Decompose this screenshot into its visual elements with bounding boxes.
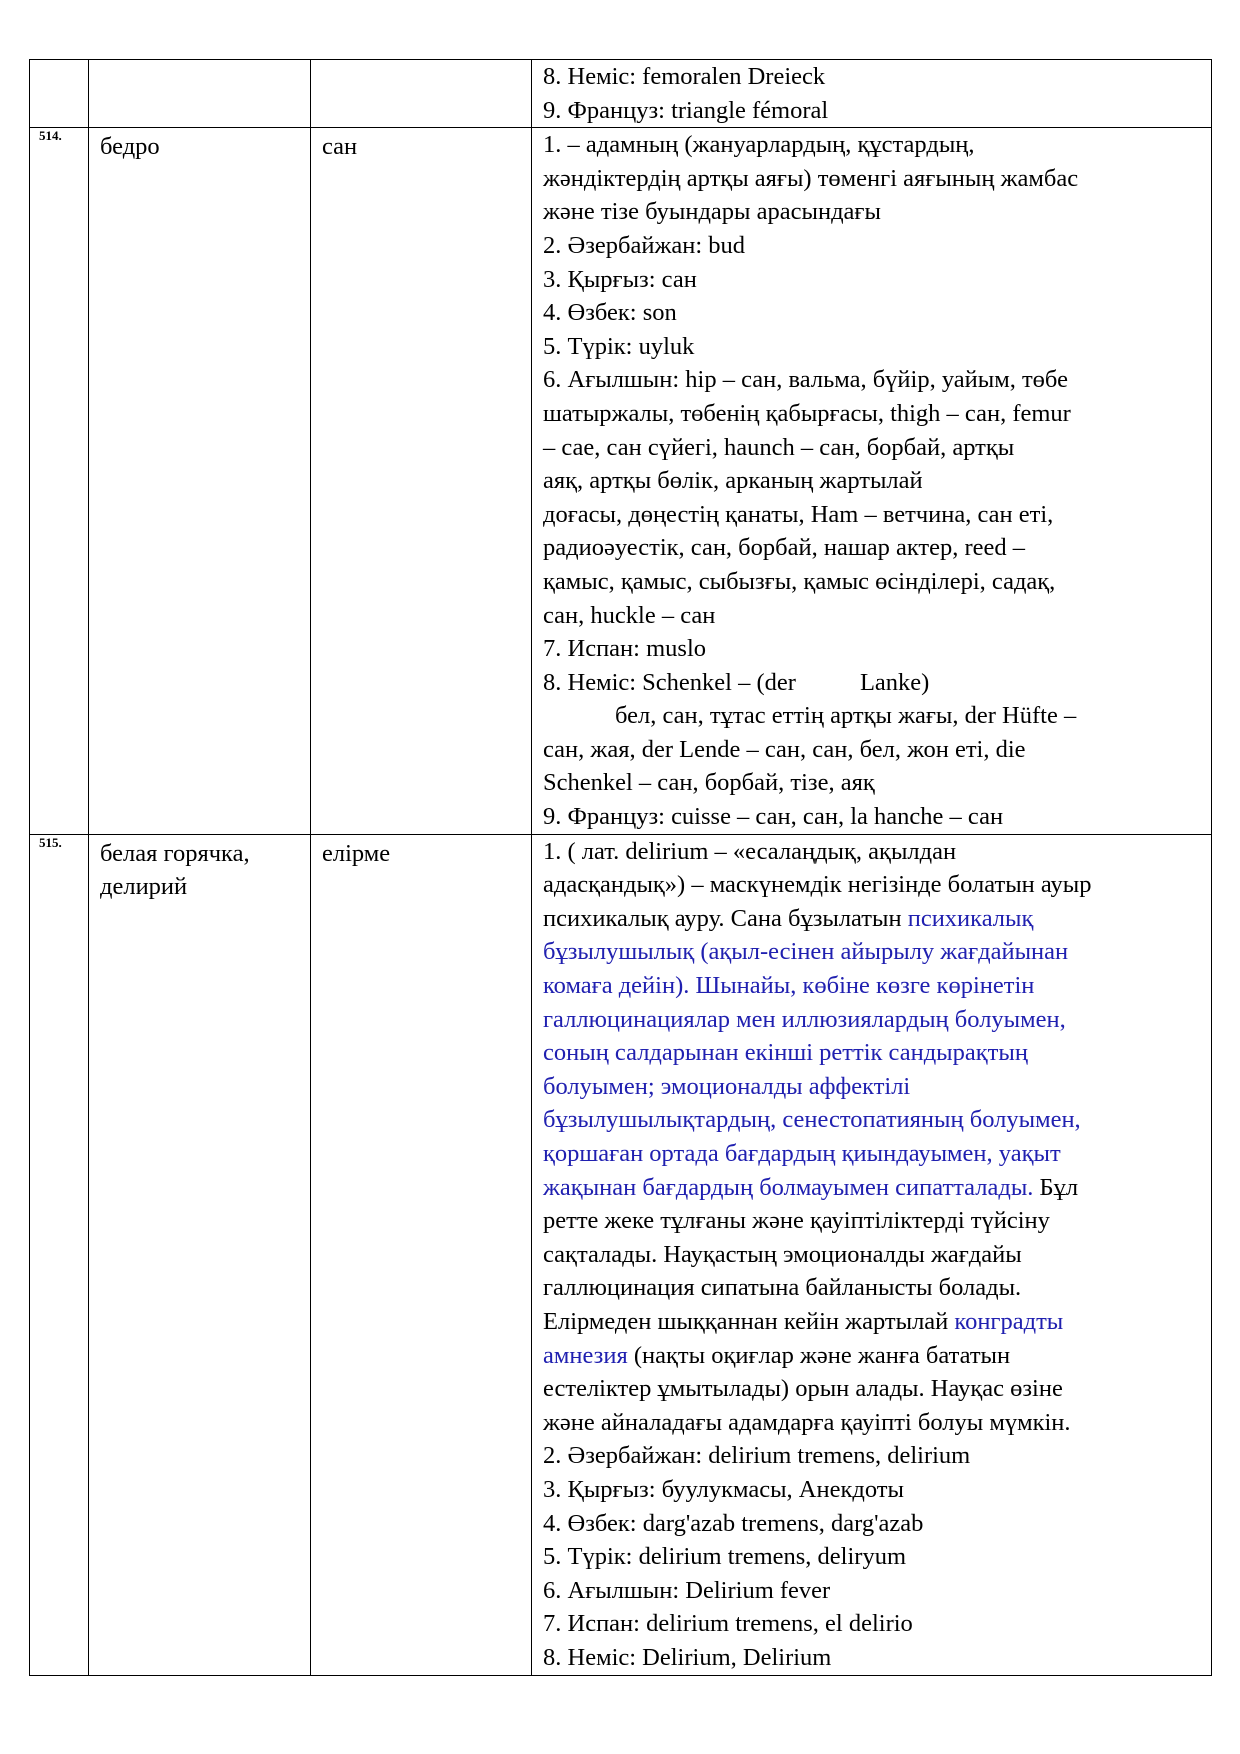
definition-line: 4. Өзбек: darg'azab tremens, darg'azab	[543, 1509, 924, 1537]
definition-line: 7. Испан: delirium tremens, el delirio	[543, 1610, 913, 1638]
definition-line: 7. Испан: muslo	[543, 635, 706, 663]
russian-term	[89, 60, 311, 128]
definition-fragment: 8. Неміс: Schenkel – (der	[543, 668, 796, 696]
definition-line: бұзылушылықтардың, сенестопатияның болуымен,	[543, 1106, 1081, 1134]
table-row	[30, 128, 1212, 834]
definition-line	[543, 1305, 1203, 1339]
table-row	[30, 60, 1212, 128]
table-row	[30, 834, 1212, 1675]
definition-line: ретте жеке тұлғаны және қауіптіліктерді түйсіну	[543, 1207, 1050, 1235]
definition-line: 5. Түрік: delirium tremens, deliryum	[543, 1543, 907, 1571]
definition-line: соның салдарынан екінші реттік сандырақтың	[543, 1039, 1028, 1067]
definition-line	[543, 1339, 1203, 1373]
definition-line: 6. Ағылшын: Delirium fever	[543, 1576, 831, 1604]
definition-line: қоршаған ортада бағдардың қиындауымен, уақыт	[543, 1140, 1061, 1167]
definition-line: жәндіктердің артқы аяғы) төменгі аяғының жамбас	[543, 164, 1079, 192]
definition-line: сан, жая, der Lende – сан, сан, бел, жон еті, die	[543, 735, 1026, 763]
definition-line: 3. Қырғыз: сан	[543, 265, 697, 293]
entry-number: 515.	[30, 834, 89, 1675]
definition-line: 2. Әзербайжан: bud	[543, 231, 746, 259]
definition-line: қамыс, қамыс, сыбызғы, қамыс өсінділері, садақ,	[543, 567, 1056, 595]
glossary-table	[29, 59, 1212, 1676]
definition-fragment: Lanke)	[859, 668, 930, 696]
definition-line: және айналадағы адамдарға қауіпті болуы мүмкін.	[543, 1408, 1071, 1436]
definition-line: естеліктер ұмытылады) орын алады. Науқас өзіне	[543, 1375, 1063, 1403]
definition-line: аяқ, артқы бөлік, арканың жартылай	[543, 467, 923, 495]
definition-fragment: Бұл	[1033, 1173, 1079, 1201]
russian-term: белая горячка, делирий	[89, 834, 311, 1675]
definition-cell	[532, 834, 1212, 1675]
definition-line	[543, 666, 1203, 700]
definition-fragment: (нақты оқиғлар және жанға бататын	[627, 1341, 1011, 1369]
definition-line: 6. Ағылшын: hip – сан, вальма, бүйір, уайым, төбе	[543, 366, 1068, 394]
definition-line: 1. – адамның (жануарлардың, құстардың,	[543, 131, 975, 159]
definition-cell	[532, 128, 1212, 834]
definition-line: 8. Неміс: femoralen Dreieck	[543, 63, 826, 90]
entry-number: 514.	[30, 128, 89, 834]
definition-link: жақынан бағдардың болмауымен сипатталады.	[543, 1173, 1034, 1201]
definition-line: 9. Француз: cuisse – сан, сан, la hanche – сан	[543, 803, 1004, 831]
definition-line: 1. ( лат. delirium – «есалаңдық, ақылдан	[543, 837, 957, 865]
definition-line: галлюцинациялар мен иллюзиялардың болуымен,	[543, 1005, 1066, 1033]
definition-line: бел, сан, тұтас еттің артқы жағы, der Hüfte –	[615, 702, 1077, 730]
definition-line: 4. Өзбек: son	[543, 299, 677, 327]
definition-line: 2. Әзербайжан: delirium tremens, delirium	[543, 1442, 971, 1470]
definition-link: амнезия	[543, 1341, 628, 1369]
definition-cell	[532, 60, 1212, 128]
definition-line	[543, 902, 1203, 936]
entry-number	[30, 60, 89, 128]
definition-line: сақталады. Науқастың эмоционалды жағдайы	[543, 1240, 1022, 1268]
definition-line: шатыржалы, төбенің қабырғасы, thigh – сан, femur	[543, 399, 1071, 427]
definition-line: 8. Неміс: Delirium, Delirium	[543, 1643, 832, 1671]
definition-line: галлюцинация сипатына байланысты болады.	[543, 1274, 1022, 1302]
definition-line: – сае, сан сүйегі, haunch – сан, борбай, артқы	[543, 433, 1015, 461]
definition-line: комаға дейін). Шынайы, көбіне көзге көрінетін	[543, 972, 1035, 1000]
definition-line: 5. Түрік: uyluk	[543, 332, 695, 360]
definition-line: болуымен; эмоционалды аффектілі	[543, 1072, 911, 1100]
definition-line: бұзылушылық (ақыл-есінен айырылу жағдайынан	[543, 938, 1069, 966]
definition-line	[543, 1171, 1203, 1205]
kazakh-term: сан	[311, 128, 532, 834]
definition-link: психикалық	[907, 904, 1034, 932]
definition-line: сан, huckle – сан	[543, 601, 716, 629]
definition-link: конградты	[954, 1307, 1064, 1335]
kazakh-term	[311, 60, 532, 128]
russian-term: бедро	[89, 128, 311, 834]
definition-line: радиоәуестік, сан, борбай, нашар актер, reed –	[543, 534, 1026, 562]
definition-fragment: Елірмеден шыққаннан кейін жартылай	[543, 1307, 955, 1335]
definition-line: және тізе буындары арасындағы	[543, 198, 881, 226]
kazakh-term: елірме	[311, 834, 532, 1675]
definition-line: 3. Қырғыз: буулукмасы, Анекдоты	[543, 1475, 904, 1503]
definition-line: адасқандық») – маскүнемдік негізінде болатын ауыр	[543, 871, 1092, 899]
definition-fragment: психикалық ауру. Сана бұзылатын	[543, 904, 908, 932]
definition-line: доғасы, дөңестің қанаты, Ham – ветчина, сан еті,	[543, 500, 1054, 528]
definition-line: Schenkel – сан, борбай, тізе, аяқ	[543, 769, 875, 797]
definition-line: 9. Француз: triangle fémoral	[543, 96, 829, 124]
